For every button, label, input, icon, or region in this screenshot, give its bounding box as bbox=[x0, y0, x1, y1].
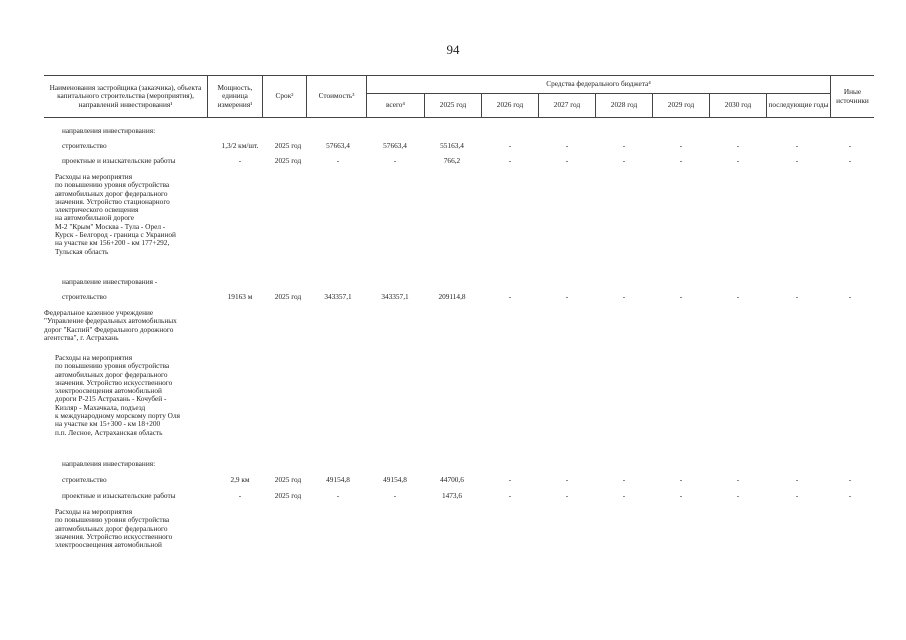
row-label: проектные и изыскательские работы bbox=[62, 156, 176, 165]
header-year-2028: 2028 год bbox=[610, 100, 638, 110]
y2030-cell: - bbox=[736, 141, 740, 150]
y2028-cell: - bbox=[622, 156, 626, 165]
other-cell: - bbox=[848, 141, 852, 150]
term-cell: 2025 год bbox=[274, 141, 302, 150]
capacity-cell: - bbox=[238, 156, 242, 165]
capacity-cell: - bbox=[238, 491, 242, 500]
header-name-col: Наименования застройщика (заказчика), объекта капитального строительства (мероприятия), направлений инвестирования¹ bbox=[49, 82, 202, 109]
cost-cell: - bbox=[336, 491, 340, 500]
header-year-2030: 2030 год bbox=[724, 100, 752, 110]
y2027-cell: - bbox=[565, 292, 569, 301]
header-federal-budget: Средства федерального бюджета⁴ bbox=[546, 79, 651, 89]
table-header bbox=[44, 75, 874, 118]
y2028-cell: - bbox=[622, 475, 626, 484]
y2029-cell: - bbox=[679, 491, 683, 500]
row-label: строительство bbox=[62, 141, 107, 150]
y2025-cell: 209114,8 bbox=[438, 292, 466, 301]
term-cell: 2025 год bbox=[274, 475, 302, 484]
term-cell: 2025 год bbox=[274, 156, 302, 165]
header-total-col: всего⁴ bbox=[386, 100, 405, 110]
later-cell: - bbox=[795, 156, 799, 165]
y2029-cell: - bbox=[679, 141, 683, 150]
row-label: строительство bbox=[62, 475, 107, 484]
y2027-cell: - bbox=[565, 156, 569, 165]
other-cell: - bbox=[848, 156, 852, 165]
later-cell: - bbox=[795, 491, 799, 500]
y2028-cell: - bbox=[622, 141, 626, 150]
header-bottom-rule bbox=[44, 117, 874, 118]
row-label: проектные и изыскательские работы bbox=[62, 491, 176, 500]
developer-name: Федеральное казенное учреждение "Управление федеральных автомобильных дорог "Каспий" Федерального дорожного агентства", г. Астрахань bbox=[44, 308, 177, 342]
header-year-2027: 2027 год bbox=[553, 100, 581, 110]
cost-cell: 57663,4 bbox=[326, 141, 350, 150]
later-cell: - bbox=[795, 292, 799, 301]
y2029-cell: - bbox=[679, 156, 683, 165]
y2026-cell: - bbox=[508, 292, 512, 301]
header-term-col: Срок² bbox=[275, 91, 294, 101]
header-year-2029: 2029 год bbox=[667, 100, 695, 110]
other-cell: - bbox=[848, 475, 852, 484]
header-other-sources: Иные источники bbox=[836, 86, 869, 105]
other-cell: - bbox=[848, 292, 852, 301]
total-cell: 49154,8 bbox=[383, 475, 407, 484]
cost-cell: 49154,8 bbox=[326, 475, 350, 484]
capacity-cell: 19163 м bbox=[227, 292, 253, 301]
object-description: Расходы на мероприятия по повышению уровня обустройства автомобильных дорог федерального значения. Устройство искусственного электроосвещения автомобильной bbox=[55, 507, 173, 550]
y2030-cell: - bbox=[736, 475, 740, 484]
header-following-years: последующие годы bbox=[768, 100, 829, 110]
cost-cell: - bbox=[336, 156, 340, 165]
y2026-cell: - bbox=[508, 156, 512, 165]
y2030-cell: - bbox=[736, 491, 740, 500]
y2029-cell: - bbox=[679, 475, 683, 484]
other-cell: - bbox=[848, 491, 852, 500]
y2027-cell: - bbox=[565, 491, 569, 500]
y2026-cell: - bbox=[508, 141, 512, 150]
y2025-cell: 44700,6 bbox=[440, 475, 464, 484]
y2030-cell: - bbox=[736, 156, 740, 165]
y2025-cell: 1473,6 bbox=[441, 491, 463, 500]
cost-cell: 343357,1 bbox=[324, 292, 352, 301]
row-label: направления инвестирования: bbox=[62, 459, 156, 468]
capacity-cell: 2,9 км bbox=[230, 475, 250, 484]
capacity-cell: 1,3/2 км/шт. bbox=[221, 141, 259, 150]
later-cell: - bbox=[795, 141, 799, 150]
y2030-cell: - bbox=[736, 292, 740, 301]
row-label: направления инвестирования: bbox=[62, 126, 156, 135]
header-cost-col: Стоимость³ bbox=[318, 91, 355, 101]
y2025-cell: 766,2 bbox=[443, 156, 461, 165]
total-cell: 343357,1 bbox=[381, 292, 409, 301]
y2027-cell: - bbox=[565, 141, 569, 150]
term-cell: 2025 год bbox=[274, 491, 302, 500]
term-cell: 2025 год bbox=[274, 292, 302, 301]
header-year-2026: 2026 год bbox=[496, 100, 524, 110]
later-cell: - bbox=[795, 475, 799, 484]
y2026-cell: - bbox=[508, 475, 512, 484]
y2028-cell: - bbox=[622, 292, 626, 301]
object-description: Расходы на мероприятия по повышению уровня обустройства автомобильных дорог федерального значения. Устройство искусственного электроосвещения автомобильной дороги Р-215 Астрахань - Кочубей - Кизляр - Махачкала, подъезд к международному морскому порту Оля на участке км 15+300 - км 18+200 п.п. Лесное, Астраханская область bbox=[55, 353, 180, 437]
y2026-cell: - bbox=[508, 491, 512, 500]
object-description: Расходы на мероприятия по повышению уровня обустройства автомобильных дорог федерального значения. Устройство стационарного электрического освещения на автомобильной дороге М-2 "Крым" Москва - Тула - Орел - Курск - Белгород - граница с Украиной на участке км 156+200 - км 177+292, Тульская область bbox=[55, 172, 176, 256]
header-capacity-col: Мощность, единица измерения¹ bbox=[217, 82, 253, 109]
total-cell: - bbox=[393, 491, 397, 500]
y2027-cell: - bbox=[565, 475, 569, 484]
header-year-2025: 2025 год bbox=[439, 100, 467, 110]
page-number: 94 bbox=[446, 42, 460, 57]
row-label: строительство bbox=[62, 292, 107, 301]
total-cell: - bbox=[393, 156, 397, 165]
total-cell: 57663,4 bbox=[383, 141, 407, 150]
y2028-cell: - bbox=[622, 491, 626, 500]
row-label: направление инвестирования - bbox=[62, 277, 158, 286]
y2025-cell: 55163,4 bbox=[440, 141, 464, 150]
y2029-cell: - bbox=[679, 292, 683, 301]
